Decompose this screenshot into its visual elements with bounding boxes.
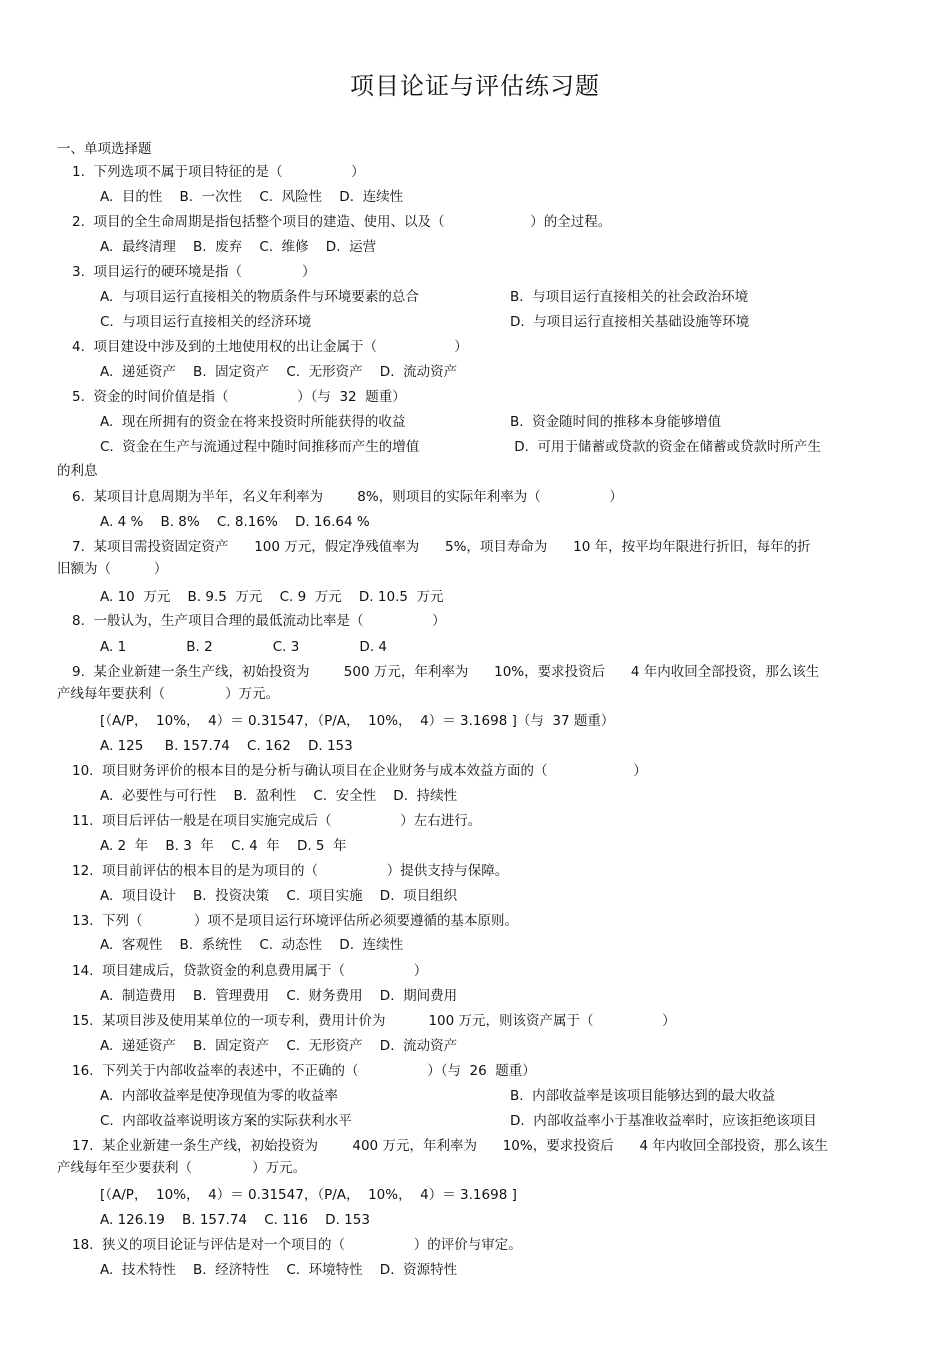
option-line: A. 最终清理 B. 废弃 C. 维修 D. 运营 — [100, 239, 377, 255]
question-text: 14. 项目建成后，贷款资金的利息费用属于（ ） — [72, 963, 428, 979]
question-text: 10. 项目财务评价的根本目的是分析与确认项目在企业财务与成本效益方面的（ ） — [72, 763, 647, 779]
question-continuation: 产线每年至少要获利（ ）万元。 — [57, 1160, 307, 1176]
section-heading: 一、单项选择题 — [57, 141, 152, 157]
option-line: D. 可用于储蓄或贷款的资金在储蓄或贷款时所产生 — [510, 439, 822, 455]
option-line: B. 资金随时间的推移本身能够增值 — [510, 414, 722, 430]
question-text: 9. 某企业新建一条生产线，初始投资为 500 万元，年利率为 10%，要求投资后 4 年内收回全部投资，那么该生 — [72, 664, 820, 680]
option-line: [（A/P， 10%， 4）＝ 0.31547，（P/A， 10%， 4）＝ 3.1698 ] — [100, 1187, 517, 1203]
option-line: A. 必要性与可行性 B. 盈利性 C. 安全性 D. 持续性 — [100, 788, 458, 804]
question-text: 6. 某项目计息周期为半年，名义年利率为 8%，则项目的实际年利率为（ ） — [72, 489, 623, 505]
option-line: A. 与项目运行直接相关的物质条件与环境要素的总合 — [100, 289, 419, 305]
option-line: D. 与项目运行直接相关基础设施等环境 — [510, 314, 750, 330]
option-line: B. 与项目运行直接相关的社会政治环境 — [510, 289, 749, 305]
option-line: A. 递延资产 B. 固定资产 C. 无形资产 D. 流动资产 — [100, 1038, 458, 1054]
option-line: A. 技术特性 B. 经济特性 C. 环境特性 D. 资源特性 — [100, 1262, 458, 1278]
question-text: 13. 下列（ ）项不是项目运行环境评估所必须要遵循的基本原则。 — [72, 913, 519, 929]
question-text: 5. 资金的时间价值是指（ ）（与 32 题重） — [72, 389, 406, 405]
option-line: A. 125 B. 157.74 C. 162 D. 153 — [100, 738, 353, 754]
option-line: A. 现在所拥有的资金在将来投资时所能获得的收益 — [100, 414, 406, 430]
option-line: A. 递延资产 B. 固定资产 C. 无形资产 D. 流动资产 — [100, 364, 458, 380]
question-continuation: 的利息 — [57, 463, 98, 479]
option-line: A. 1 B. 2 C. 3 D. 4 — [100, 639, 388, 655]
option-line: A. 项目设计 B. 投资决策 C. 项目实施 D. 项目组织 — [100, 888, 458, 904]
option-line: A. 126.19 B. 157.74 C. 116 D. 153 — [100, 1212, 370, 1228]
question-text: 4. 项目建设中涉及到的土地使用权的出让金属于（ ） — [72, 339, 468, 355]
question-text: 16. 下列关于内部收益率的表述中，不正确的（ ）（与 26 题重） — [72, 1063, 536, 1079]
option-line: D. 内部收益率小于基准收益率时，应该拒绝该项目 — [510, 1113, 817, 1129]
question-text: 8. 一般认为，生产项目合理的最低流动比率是（ ） — [72, 613, 446, 629]
option-line: B. 内部收益率是该项目能够达到的最大收益 — [510, 1088, 776, 1104]
option-line: C. 内部收益率说明该方案的实际获利水平 — [100, 1113, 352, 1129]
question-text: 11. 项目后评估一般是在项目实施完成后（ ）左右进行。 — [72, 813, 482, 829]
option-line: C. 与项目运行直接相关的经济环境 — [100, 314, 312, 330]
option-line: A. 10 万元 B. 9.5 万元 C. 9 万元 D. 10.5 万元 — [100, 589, 444, 605]
question-text: 18. 狭义的项目论证与评估是对一个项目的（ ）的评价与审定。 — [72, 1237, 522, 1253]
question-text: 12. 项目前评估的根本目的是为项目的（ ）提供支持与保障。 — [72, 863, 509, 879]
question-continuation: 产线每年要获利（ ）万元。 — [57, 686, 280, 702]
option-line: A. 内部收益率是使净现值为零的收益率 — [100, 1088, 338, 1104]
question-text: 1. 下列选项不属于项目特征的是（ ） — [72, 164, 365, 180]
option-line: A. 客观性 B. 系统性 C. 动态性 D. 连续性 — [100, 937, 404, 953]
question-text: 17. 某企业新建一条生产线，初始投资为 400 万元，年利率为 10%，要求投资后 4 年内收回全部投资，那么该生 — [72, 1138, 828, 1154]
page-title: 项目论证与评估练习题 — [350, 72, 600, 100]
option-line: [（A/P， 10%， 4）＝ 0.31547，（P/A， 10%， 4）＝ 3.1698 ]（与 37 题重） — [100, 713, 615, 729]
question-text: 2. 项目的全生命周期是指包括整个项目的建造、使用、以及（ ）的全过程。 — [72, 214, 612, 230]
option-line: A. 目的性 B. 一次性 C. 风险性 D. 连续性 — [100, 189, 404, 205]
option-line: C. 资金在生产与流通过程中随时间推移而产生的增值 — [100, 439, 420, 455]
question-continuation: 旧额为（ ） — [57, 561, 168, 577]
question-text: 7. 某项目需投资固定资产 100 万元，假定净残值率为 5%，项目寿命为 10 年，按平均年限进行折旧，每年的折 — [72, 539, 811, 555]
option-line: A. 2 年 B. 3 年 C. 4 年 D. 5 年 — [100, 838, 347, 854]
option-line: A. 4 % B. 8% C. 8.16% D. 16.64 % — [100, 514, 370, 530]
question-text: 3. 项目运行的硬环境是指（ ） — [72, 264, 316, 280]
question-text: 15. 某项目涉及使用某单位的一项专利，费用计价为 100 万元，则该资产属于（ ） — [72, 1013, 676, 1029]
option-line: A. 制造费用 B. 管理费用 C. 财务费用 D. 期间费用 — [100, 988, 458, 1004]
